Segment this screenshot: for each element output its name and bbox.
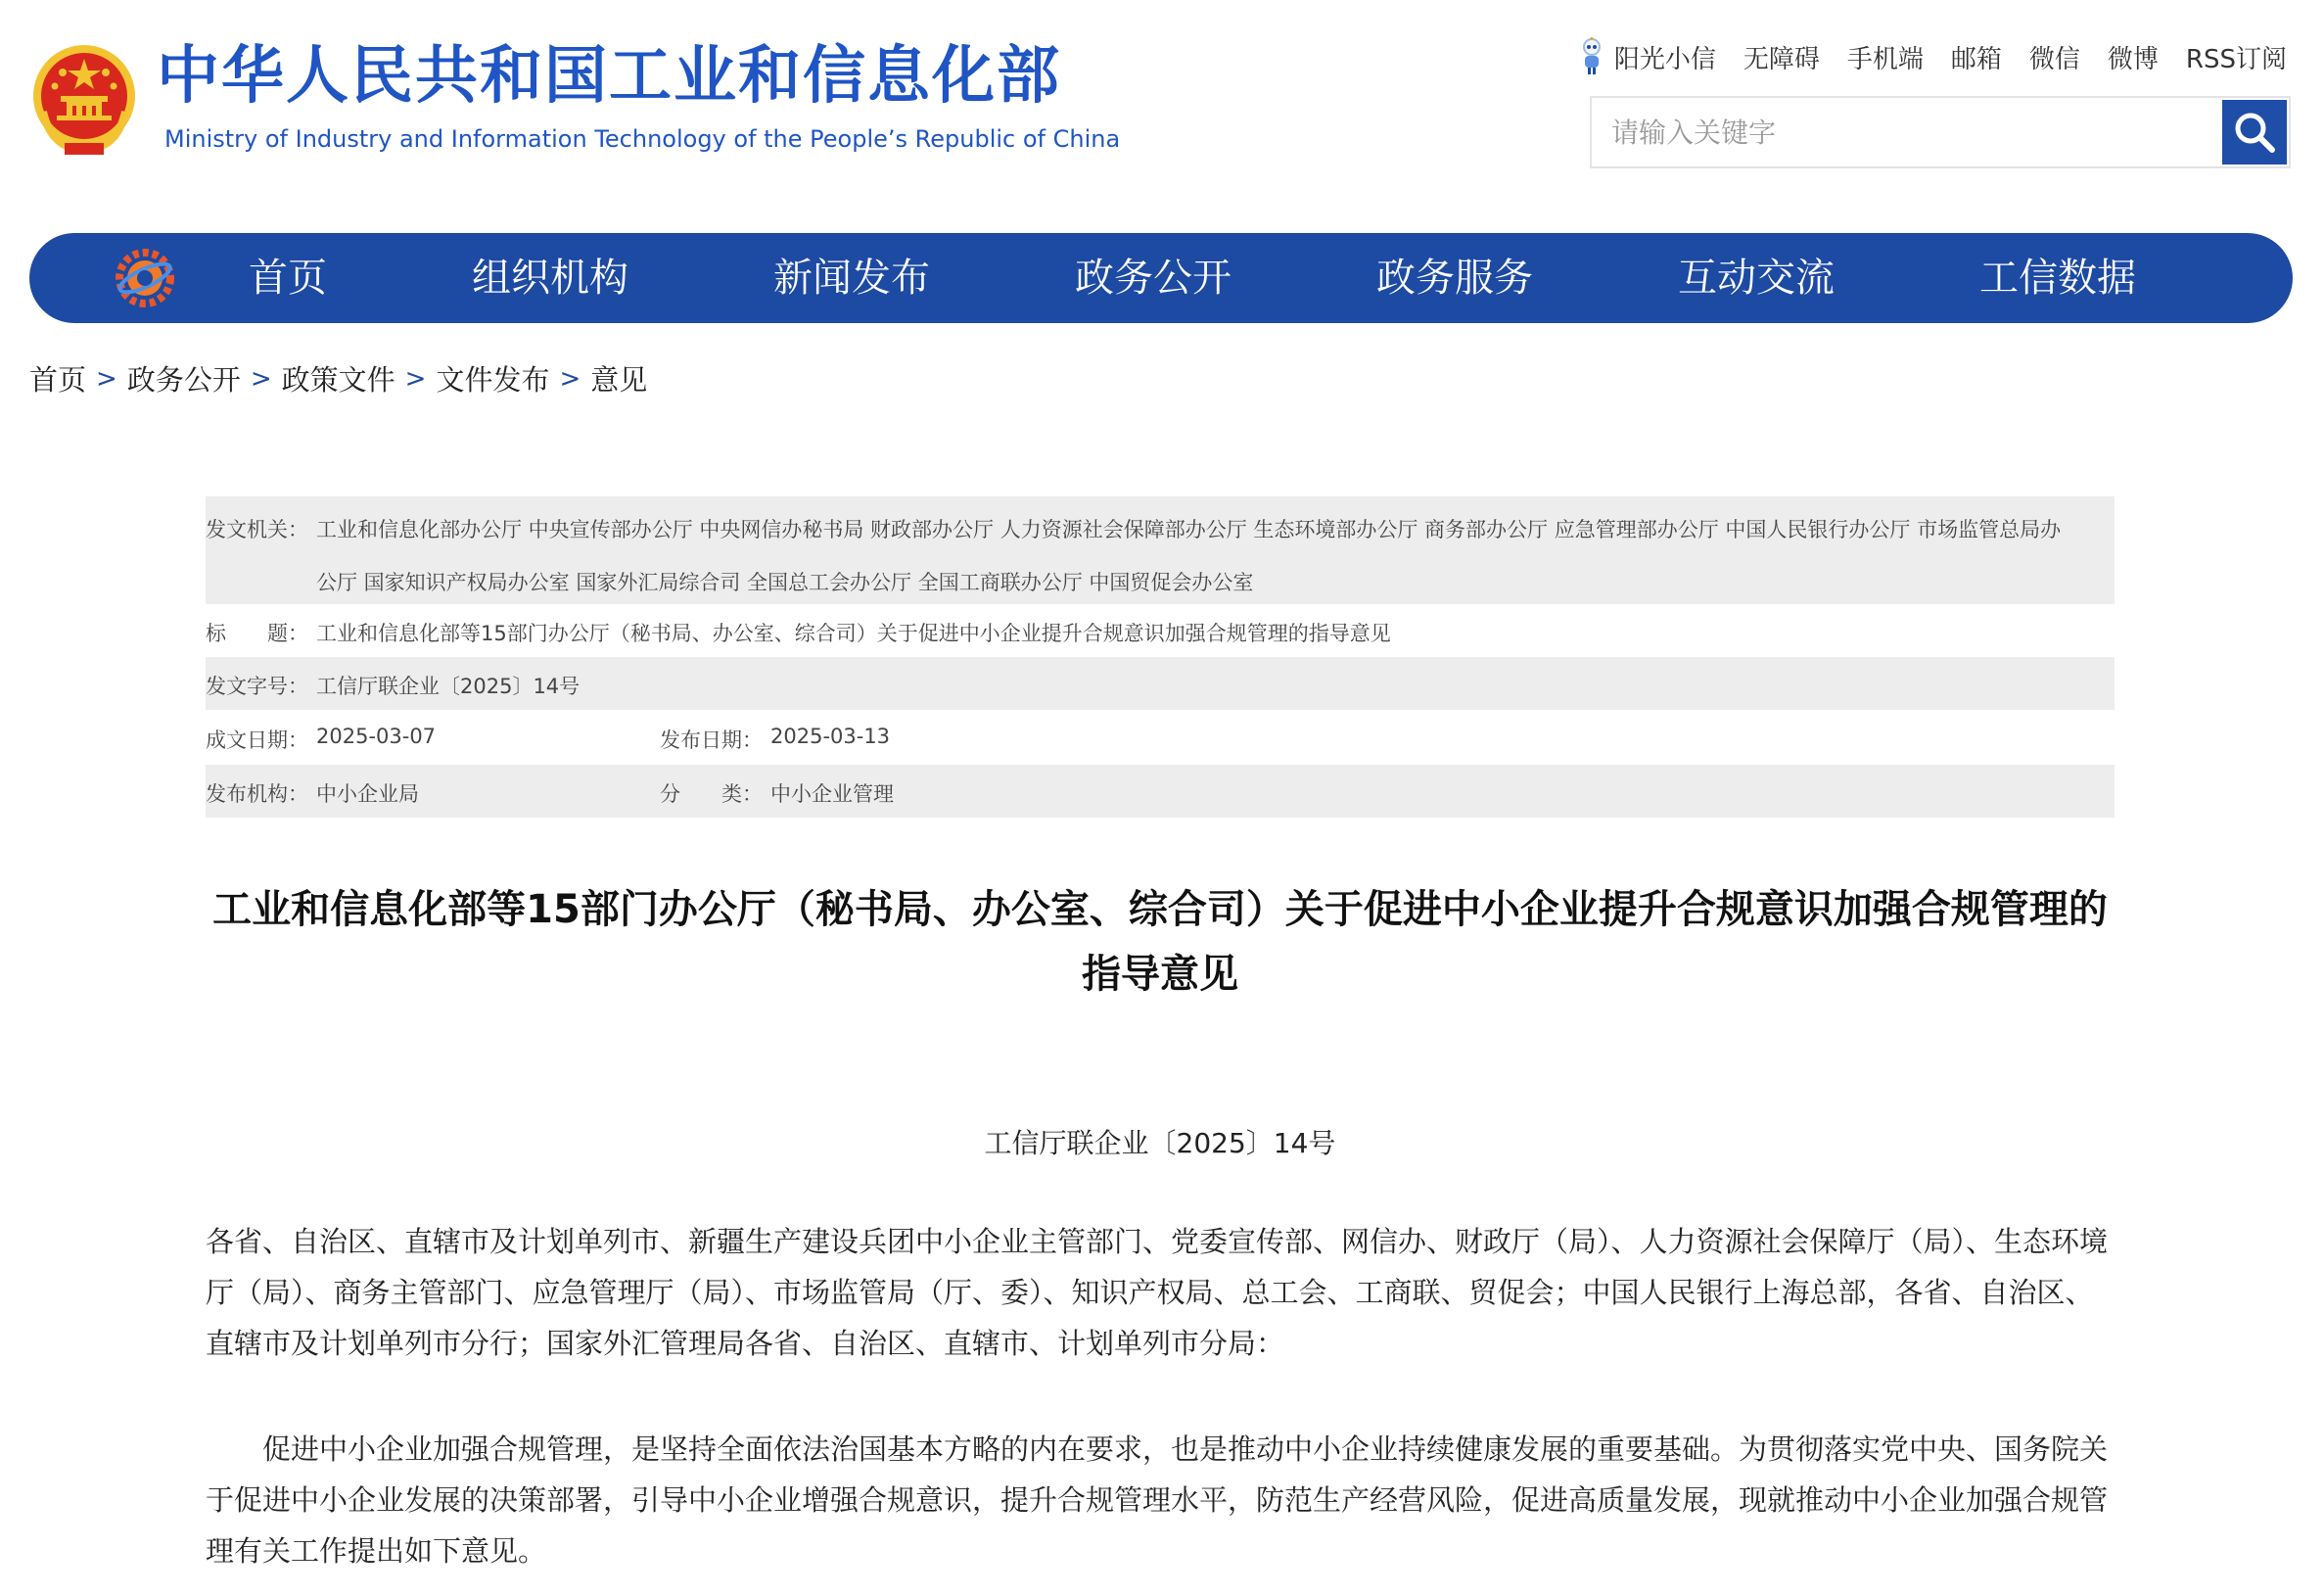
search-input[interactable] (1592, 98, 2218, 166)
top-link-mobile[interactable]: 手机端 (1846, 44, 1924, 74)
nav-item-government-services[interactable]: 政务服务 (1376, 256, 1533, 301)
document-recipients: 各省、自治区、直辖市及计划单列市、新疆生产建设兵团中小企业主管部门、党委宣传部、网信办、财政厅（局）、人力资源社会保障厅（局）、生态环境厅（局）、商务主管部门、应急管理厅（局）、市场监管局（厅、委）、知识产权局、总工会、工商联、贸促会；中国人民银行上海总部，各省、自治区、直辖市及计划单列市分行；国家外汇管理局各省、自治区、直辖市、计划单列市分局： (206, 1225, 2109, 1360)
top-link-label: 阳光小信 (1613, 44, 1716, 74)
meta-label-issuer: 发文机关： (206, 518, 308, 541)
national-emblem-icon (29, 41, 139, 157)
document-meta-table (206, 496, 2115, 818)
breadcrumb (29, 358, 647, 399)
meta-value-written-date: 2025-03-07 (316, 725, 437, 748)
breadcrumb-separator: > (250, 363, 272, 394)
document-title: 工业和信息化部等15部门办公厅（秘书局、办公室、综合司）关于促进中小企业提升合规意识加强合规管理的指导意见 (212, 887, 2108, 997)
top-link-accessibility[interactable]: 无障碍 (1743, 44, 1820, 74)
meta-value-doc-number: 工信厅联企业〔2025〕14号 (316, 675, 581, 698)
meta-value-issuer-line1: 工业和信息化部办公厅 中央宣传部办公厅 中央网信办秘书局 财政部办公厅 人力资源社会保障部办公厅 生态环境部办公厅 商务部办公厅 应急管理部办公厅 中国人民银行办公厅 市场监管总局办 (316, 518, 2062, 541)
nav-item-government-affairs[interactable]: 政务公开 (1075, 256, 1232, 301)
meta-value-category: 中小企业管理 (770, 782, 894, 806)
top-link-sunshine[interactable] (1577, 37, 1716, 76)
breadcrumb-document-release[interactable]: 文件发布 (436, 363, 550, 397)
top-link-weibo[interactable]: 微博 (2107, 44, 2159, 74)
search-icon (2233, 111, 2276, 154)
nav-item-organization[interactable]: 组织机构 (472, 256, 628, 301)
breadcrumb-separator: > (559, 363, 581, 394)
meta-row-doc-number (206, 657, 2115, 710)
meta-value-publisher: 中小企业局 (316, 782, 419, 806)
document-intro-paragraph: 促进中小企业加强合规管理，是坚持全面依法治国基本方略的内在要求，也是推动中小企业持续健康发展的重要基础。为贯彻落实党中央、国务院关于促进中小企业发展的决策部署，引导中小企业增强合规意识，提升合规管理水平，防范生产经营风险，促进高质量发展，现就推动中小企业加强合规管理有关工作提出如下意见。 (206, 1432, 2109, 1568)
nav-item-news[interactable]: 新闻发布 (773, 256, 930, 301)
breadcrumb-home[interactable]: 首页 (29, 363, 87, 397)
meta-label-title: 标 题： (206, 622, 308, 645)
main-nav (29, 233, 2293, 323)
meta-label-publisher: 发布机构： (206, 782, 308, 806)
robot-icon (1577, 37, 1606, 76)
top-link-wechat[interactable]: 微信 (2028, 44, 2080, 74)
site-subtitle: Ministry of Industry and Information Technology of the People’s Republic of China (164, 125, 1121, 153)
breadcrumb-opinion[interactable]: 意见 (590, 363, 648, 397)
breadcrumb-separator: > (96, 363, 117, 394)
breadcrumb-separator: > (404, 363, 427, 394)
meta-row-title (206, 604, 2115, 657)
gear-logo-icon (116, 249, 174, 307)
meta-value-publish-date: 2025-03-13 (770, 725, 891, 748)
meta-value-title: 工业和信息化部等15部门办公厅（秘书局、办公室、综合司）关于促进中小企业提升合规意识加强合规管理的指导意见 (316, 622, 1391, 645)
meta-row-publisher (206, 765, 2115, 818)
top-links (1577, 37, 2287, 76)
breadcrumb-policy-documents[interactable]: 政策文件 (281, 363, 395, 397)
top-link-rss[interactable]: RSS订阅 (2185, 44, 2287, 74)
meta-row-dates (206, 710, 2115, 765)
breadcrumb-government-affairs[interactable]: 政务公开 (126, 363, 241, 397)
top-link-mailbox[interactable]: 邮箱 (1950, 44, 2002, 74)
meta-label-category: 分 类： (660, 782, 763, 806)
search-button[interactable] (2222, 100, 2287, 164)
nav-item-data[interactable]: 工信数据 (1979, 256, 2136, 301)
meta-row-issuer (206, 496, 2115, 604)
meta-label-publish-date: 发布日期： (660, 728, 763, 752)
search-box (1590, 96, 2291, 168)
meta-label-written-date: 成文日期： (206, 728, 308, 752)
nav-item-interaction[interactable]: 互动交流 (1678, 256, 1835, 301)
nav-item-home[interactable]: 首页 (249, 256, 327, 301)
meta-label-doc-number: 发文字号： (206, 675, 308, 698)
meta-value-issuer-line2: 公厅 国家知识产权局办公室 国家外汇局综合司 全国总工会办公厅 全国工商联办公厅 中国贸促会办公室 (316, 571, 1254, 594)
document-number: 工信厅联企业〔2025〕14号 (984, 1127, 1336, 1159)
site-title: 中华人民共和国工业和信息化部 (157, 40, 1061, 113)
